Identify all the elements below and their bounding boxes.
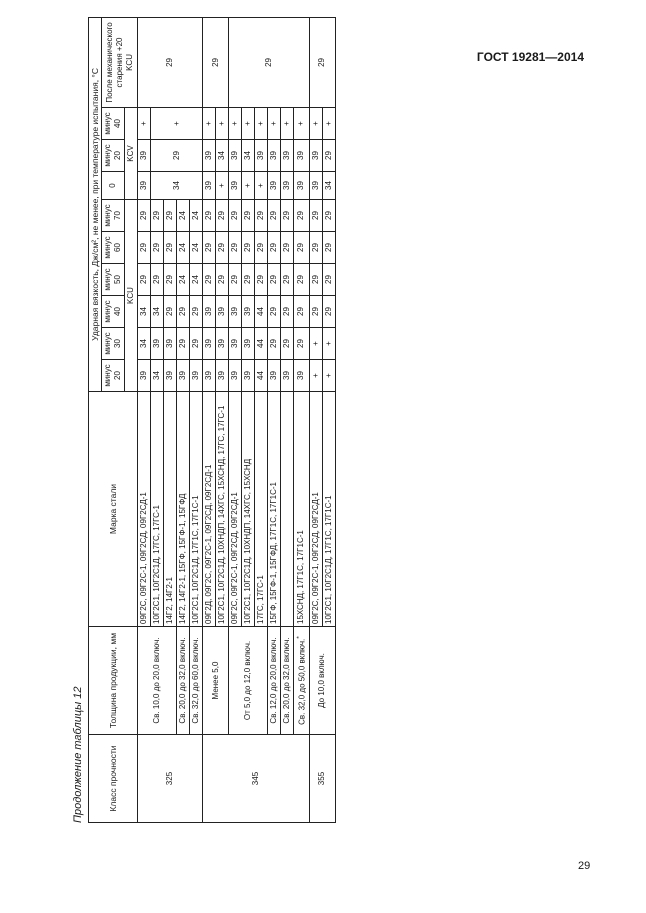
value-cell: 34 — [138, 328, 151, 360]
value-cell: 29 — [229, 232, 242, 264]
value-cell: 39 — [268, 360, 281, 392]
grade-cell: 09Г2С, 09Г2С-1, 09Г2СД, 09Г2СД-1 — [229, 392, 242, 627]
value-cell: 39 — [268, 172, 281, 200]
value-cell: 29 — [164, 264, 177, 296]
value-cell: + — [242, 172, 255, 200]
thickness-cell — [294, 627, 310, 735]
value-cell: 29 — [322, 296, 335, 328]
thickness-text: Св. 32,0 до 50,0 включ. — [297, 638, 307, 725]
value-cell: + — [203, 108, 216, 140]
value-cell: + — [216, 108, 229, 140]
table-row — [268, 17, 281, 822]
value-cell: 29 — [294, 200, 310, 232]
header-grade: Марка стали — [89, 392, 138, 627]
value-cell: 29 — [229, 200, 242, 232]
value-cell: 24 — [190, 200, 203, 232]
class-cell: 325 — [138, 735, 203, 823]
thickness-cell: От 5,0 до 12,0 включ. — [229, 627, 268, 735]
value-cell: + — [242, 108, 255, 140]
value-cell: 39 — [294, 172, 310, 200]
value-cell: 29 — [229, 264, 242, 296]
value-cell: 39 — [203, 140, 216, 172]
value-cell: 29 — [151, 232, 164, 264]
value-cell: + — [322, 360, 335, 392]
value-cell: 29 — [281, 232, 294, 264]
thickness-cell: Св. 32,0 до 60,0 включ. — [190, 627, 203, 735]
thickness-cell: Св. 12,0 до 20,0 включ. — [268, 627, 281, 735]
value-cell: 29 — [309, 200, 322, 232]
value-cell: 44 — [255, 296, 268, 328]
grade-cell: 10Г2С1, 10Г2С1Д, 17ГС, 17ГС-1 — [151, 392, 164, 627]
grade-cell: 10Г2С1, 10Г2С1Д, 10ХНДП, 14ХГС, 15ХСНД — [242, 392, 255, 627]
value-cell: + — [281, 108, 294, 140]
hdr-after-aging — [102, 17, 138, 107]
value-cell: 29 — [294, 328, 310, 360]
value-cell: 29 — [242, 232, 255, 264]
value-cell: 39 — [309, 172, 322, 200]
hdr-kcu-70: минус 70 — [102, 200, 125, 232]
value-cell: 34 — [242, 140, 255, 172]
value-cell: 39 — [229, 360, 242, 392]
aging-cell: 29 — [229, 17, 310, 107]
value-cell: 39 — [229, 328, 242, 360]
value-cell: 29 — [216, 200, 229, 232]
value-cell: 29 — [322, 200, 335, 232]
value-cell: 29 — [203, 264, 216, 296]
hdr-kcv-40: минус 40 — [102, 108, 125, 140]
value-cell: 39 — [294, 360, 310, 392]
value-cell: 34 — [216, 140, 229, 172]
grade-cell: 09Г2С, 09Г2С-1, 09Г2СД, 09Г2СД-1 — [138, 392, 151, 627]
grade-cell: 14Г2, 14Г2-1, 15ГФ, 15ГФ-1, 15ГФД — [177, 392, 190, 627]
header-class: Класс прочности — [89, 735, 138, 823]
value-cell: 29 — [281, 264, 294, 296]
thickness-cell: Менее 5,0 — [203, 627, 229, 735]
hdr-kcu: KCU — [125, 200, 138, 392]
value-cell: 39 — [294, 140, 310, 172]
value-cell: + — [309, 360, 322, 392]
value-cell: + — [309, 108, 322, 140]
hdr-aging-kcu: KCU — [124, 54, 134, 71]
value-cell: 29 — [138, 264, 151, 296]
value-cell: 29 — [268, 200, 281, 232]
value-cell: + — [151, 108, 203, 140]
value-cell: 44 — [255, 328, 268, 360]
grade-cell: 09Г2Д, 09Г2С, 09Г2С-1, 09Г2СД, 09Г2СД-1 — [203, 392, 216, 627]
value-cell: 44 — [255, 360, 268, 392]
value-cell: 34 — [151, 172, 203, 200]
value-cell: 29 — [322, 232, 335, 264]
table-row — [229, 17, 242, 822]
grade-cell — [281, 392, 294, 627]
grade-cell: 10Г2С1, 10Г2С1Д, 17Г1С, 17Г1С-1 — [190, 392, 203, 627]
value-cell: 24 — [177, 264, 190, 296]
value-cell: 39 — [281, 360, 294, 392]
grade-cell: 15ХСНД, 17Г1С, 17Г1С-1 — [294, 392, 310, 627]
value-cell: 39 — [281, 172, 294, 200]
grade-cell: 09Г2С, 09Г2С-1, 09Г2СД, 09Г2СД-1 — [309, 392, 322, 627]
value-cell: 39 — [138, 172, 151, 200]
value-cell: 29 — [281, 200, 294, 232]
header-impact: Ударная вязкость, Дж/см², не менее, при температуре испытания, °C — [89, 17, 102, 391]
grade-cell: 17ГС, 17ГС-1 — [255, 392, 268, 627]
value-cell: 29 — [151, 200, 164, 232]
grade-cell: 14Г2, 14Г2-1 — [164, 392, 177, 627]
value-cell: 34 — [151, 296, 164, 328]
value-cell: 29 — [294, 232, 310, 264]
value-cell: 29 — [309, 296, 322, 328]
grade-cell: 10Г2С1, 10Г2С1Д, 10ХНДП, 14ХГС, 15ХСНД, 17ГС, 17ГС-1 — [216, 392, 229, 627]
aging-cell: 29 — [203, 17, 229, 107]
value-cell: 39 — [255, 140, 268, 172]
value-cell: 39 — [138, 140, 151, 172]
value-cell: 29 — [164, 296, 177, 328]
value-cell: + — [255, 172, 268, 200]
value-cell: 39 — [203, 360, 216, 392]
value-cell: + — [255, 108, 268, 140]
value-cell: 29 — [268, 232, 281, 264]
value-cell: 29 — [268, 328, 281, 360]
grade-cell: 15ГФ, 15ГФ-1, 15ГФД, 17Г1С, 17Г1С-1 — [268, 392, 281, 627]
value-cell: 29 — [294, 264, 310, 296]
value-cell: 29 — [242, 264, 255, 296]
value-cell: 29 — [190, 296, 203, 328]
value-cell: + — [294, 108, 310, 140]
aging-cell: 29 — [138, 17, 203, 107]
thickness-cell: Св. 20,0 до 32,0 включ. — [177, 627, 190, 735]
hdr-kcu-30: минус 30 — [102, 328, 125, 360]
value-cell: 29 — [151, 264, 164, 296]
value-cell: 29 — [255, 232, 268, 264]
table-row — [309, 17, 322, 822]
value-cell: 39 — [229, 296, 242, 328]
header-row-1 — [89, 17, 102, 822]
value-cell: 39 — [229, 140, 242, 172]
table-row — [138, 17, 151, 822]
value-cell: 39 — [164, 328, 177, 360]
hdr-kcu-40: минус 40 — [102, 296, 125, 328]
hdr-kcv: KCV — [125, 108, 138, 200]
value-cell: 39 — [203, 296, 216, 328]
value-cell: 39 — [138, 360, 151, 392]
value-cell: 29 — [203, 232, 216, 264]
value-cell: 29 — [309, 232, 322, 264]
table-row — [294, 17, 310, 822]
value-cell: 29 — [216, 264, 229, 296]
value-cell: 29 — [203, 200, 216, 232]
hdr-kcu-50: минус 50 — [102, 264, 125, 296]
class-cell: 345 — [203, 735, 310, 823]
value-cell: 29 — [268, 264, 281, 296]
hdr-kcu-20: минус 20 — [102, 360, 125, 392]
value-cell: 39 — [164, 360, 177, 392]
value-cell: 39 — [151, 328, 164, 360]
table-caption: Продолжение таблицы 12 — [72, 686, 84, 823]
class-cell: 355 — [309, 735, 335, 823]
value-cell: 34 — [151, 360, 164, 392]
value-cell: + — [229, 108, 242, 140]
value-cell: 29 — [294, 296, 310, 328]
value-cell: 39 — [242, 360, 255, 392]
value-cell: 29 — [151, 140, 203, 172]
value-cell: 24 — [177, 232, 190, 264]
value-cell: 39 — [216, 328, 229, 360]
thickness-cell: До 10,0 включ. — [309, 627, 335, 735]
value-cell: 39 — [281, 140, 294, 172]
value-cell: + — [309, 328, 322, 360]
value-cell: 29 — [255, 200, 268, 232]
value-cell: + — [322, 108, 335, 140]
value-cell: + — [268, 108, 281, 140]
footnote-mark: * — [296, 636, 303, 639]
thickness-cell: Св. 10,0 до 20,0 включ. — [138, 627, 177, 735]
value-cell: 29 — [268, 296, 281, 328]
value-cell: 24 — [190, 264, 203, 296]
value-cell: 39 — [229, 172, 242, 200]
value-cell: 24 — [177, 200, 190, 232]
value-cell: 29 — [190, 328, 203, 360]
value-cell: 29 — [164, 200, 177, 232]
grade-cell: 10Г2С1, 10Г2С1Д, 17Г1С, 17Г1С-1 — [322, 392, 335, 627]
header-thickness: Толщина продукции, мм — [89, 627, 138, 735]
value-cell: 34 — [138, 296, 151, 328]
value-cell: 29 — [322, 264, 335, 296]
value-cell: 39 — [177, 360, 190, 392]
value-cell: 39 — [242, 328, 255, 360]
value-cell: 29 — [281, 328, 294, 360]
value-cell: 29 — [177, 328, 190, 360]
value-cell: 29 — [309, 264, 322, 296]
page-number: 29 — [578, 860, 591, 872]
hdr-kcv-20: минус 20 — [102, 140, 125, 172]
value-cell: 29 — [164, 232, 177, 264]
thickness-cell: Св. 20,0 до 32,0 включ. — [281, 627, 294, 735]
value-cell: 34 — [322, 172, 335, 200]
value-cell: 39 — [203, 328, 216, 360]
standard-header: ГОСТ 19281—2014 — [476, 50, 584, 64]
value-cell: + — [322, 328, 335, 360]
value-cell: 29 — [138, 200, 151, 232]
value-cell: 29 — [242, 200, 255, 232]
value-cell: 29 — [255, 264, 268, 296]
aging-cell: 29 — [309, 17, 335, 107]
value-cell: 24 — [190, 232, 203, 264]
hdr-kcv-0: 0 — [102, 172, 125, 200]
value-cell: 39 — [309, 140, 322, 172]
hdr-after-aging-text: После механического старения +20 — [104, 22, 124, 103]
value-cell: 39 — [216, 296, 229, 328]
value-cell: 29 — [216, 232, 229, 264]
impact-table — [88, 17, 336, 823]
hdr-kcu-60: минус 60 — [102, 232, 125, 264]
value-cell: 29 — [138, 232, 151, 264]
table-row — [281, 17, 294, 822]
value-cell: 29 — [281, 296, 294, 328]
value-cell: 39 — [190, 360, 203, 392]
value-cell: 39 — [268, 140, 281, 172]
table-row — [203, 17, 216, 822]
value-cell: 29 — [322, 140, 335, 172]
value-cell: 39 — [242, 296, 255, 328]
value-cell: 39 — [216, 360, 229, 392]
value-cell: + — [216, 172, 229, 200]
value-cell: 29 — [177, 296, 190, 328]
value-cell: 39 — [203, 172, 216, 200]
value-cell: + — [138, 108, 151, 140]
